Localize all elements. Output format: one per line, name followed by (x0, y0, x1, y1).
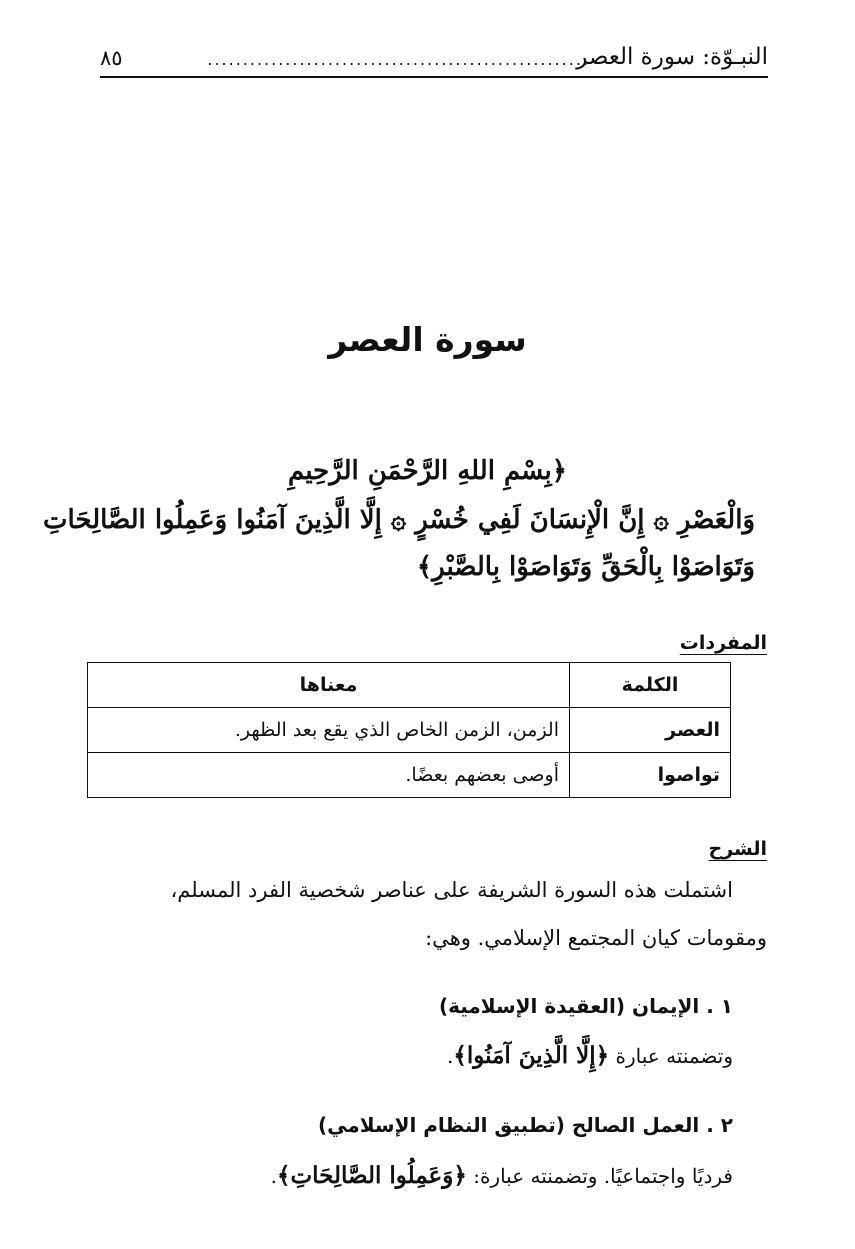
point-text-end: . (447, 1044, 454, 1068)
vocab-meaning: الزمن، الزمن الخاص الذي يقع بعد الظهر. (88, 708, 570, 753)
vocab-meaning: أوصى بعضهم بعضًا. (88, 753, 570, 798)
point-text-lead: وتضمنته عبارة (609, 1044, 733, 1068)
vocab-word: العصر (570, 708, 731, 753)
point-text-faith (447, 1042, 733, 1069)
leader-dots: ...................................................... (207, 50, 590, 69)
vocabulary-table (87, 662, 731, 798)
column-header-word: الكلمة (570, 663, 731, 708)
point-text-good-deeds (271, 1162, 733, 1189)
point-heading-good-deeds: ٢ . العمل الصالح (تطبيق النظام الإسلامي) (317, 1113, 733, 1137)
vocabulary-heading: المفردات (679, 632, 767, 654)
table-row (88, 753, 731, 798)
vocab-word: تواصوا (570, 753, 731, 798)
table-row (88, 708, 731, 753)
running-header-title: النبـوّة: سورة العصر (576, 44, 768, 70)
explanation-paragraph-line-1: اشتملت هذه السورة الشريفة على عناصر شخصية الفرد المسلم، (170, 878, 733, 902)
table-header-row (88, 663, 731, 708)
explanation-heading: الشرح (708, 838, 767, 860)
page-number: ٨٥ (100, 46, 123, 70)
point-text-lead: فرديًا واجتماعيًا. وتضمنته عبارة: (466, 1164, 733, 1188)
verse-line-1: وَالْعَصْرِ ۞ إِنَّ الْإِنسَانَ لَفِي خُسْرٍ ۞ إِلَّا الَّذِينَ آمَنُوا وَعَمِلُوا الصَّالِحَاتِ (43, 505, 755, 535)
running-header (100, 40, 768, 78)
column-header-meaning: معناها (88, 663, 570, 708)
verse-line-2: وَتَوَاصَوْا بِالْحَقِّ وَتَوَاصَوْا بِالصَّبْرِ﴾ (416, 552, 755, 582)
point-heading-faith: ١ . الإيمان (العقيدة الإسلامية) (438, 994, 733, 1018)
point-text-end: . (270, 1164, 277, 1188)
quran-quote: ﴿وَعَمِلُوا الصَّالِحَاتِ﴾ (277, 1162, 467, 1189)
quran-quote: ﴿إِلَّا الَّذِينَ آمَنُوا﴾ (453, 1042, 610, 1069)
bismillah-line: ﴿بِسْمِ اللهِ الرَّحْمَنِ الرَّحِيمِ (288, 456, 567, 486)
explanation-paragraph-line-2: ومقومات كيان المجتمع الإسلامي. وهي: (425, 926, 767, 950)
surah-title: سورة العصر (328, 320, 527, 359)
